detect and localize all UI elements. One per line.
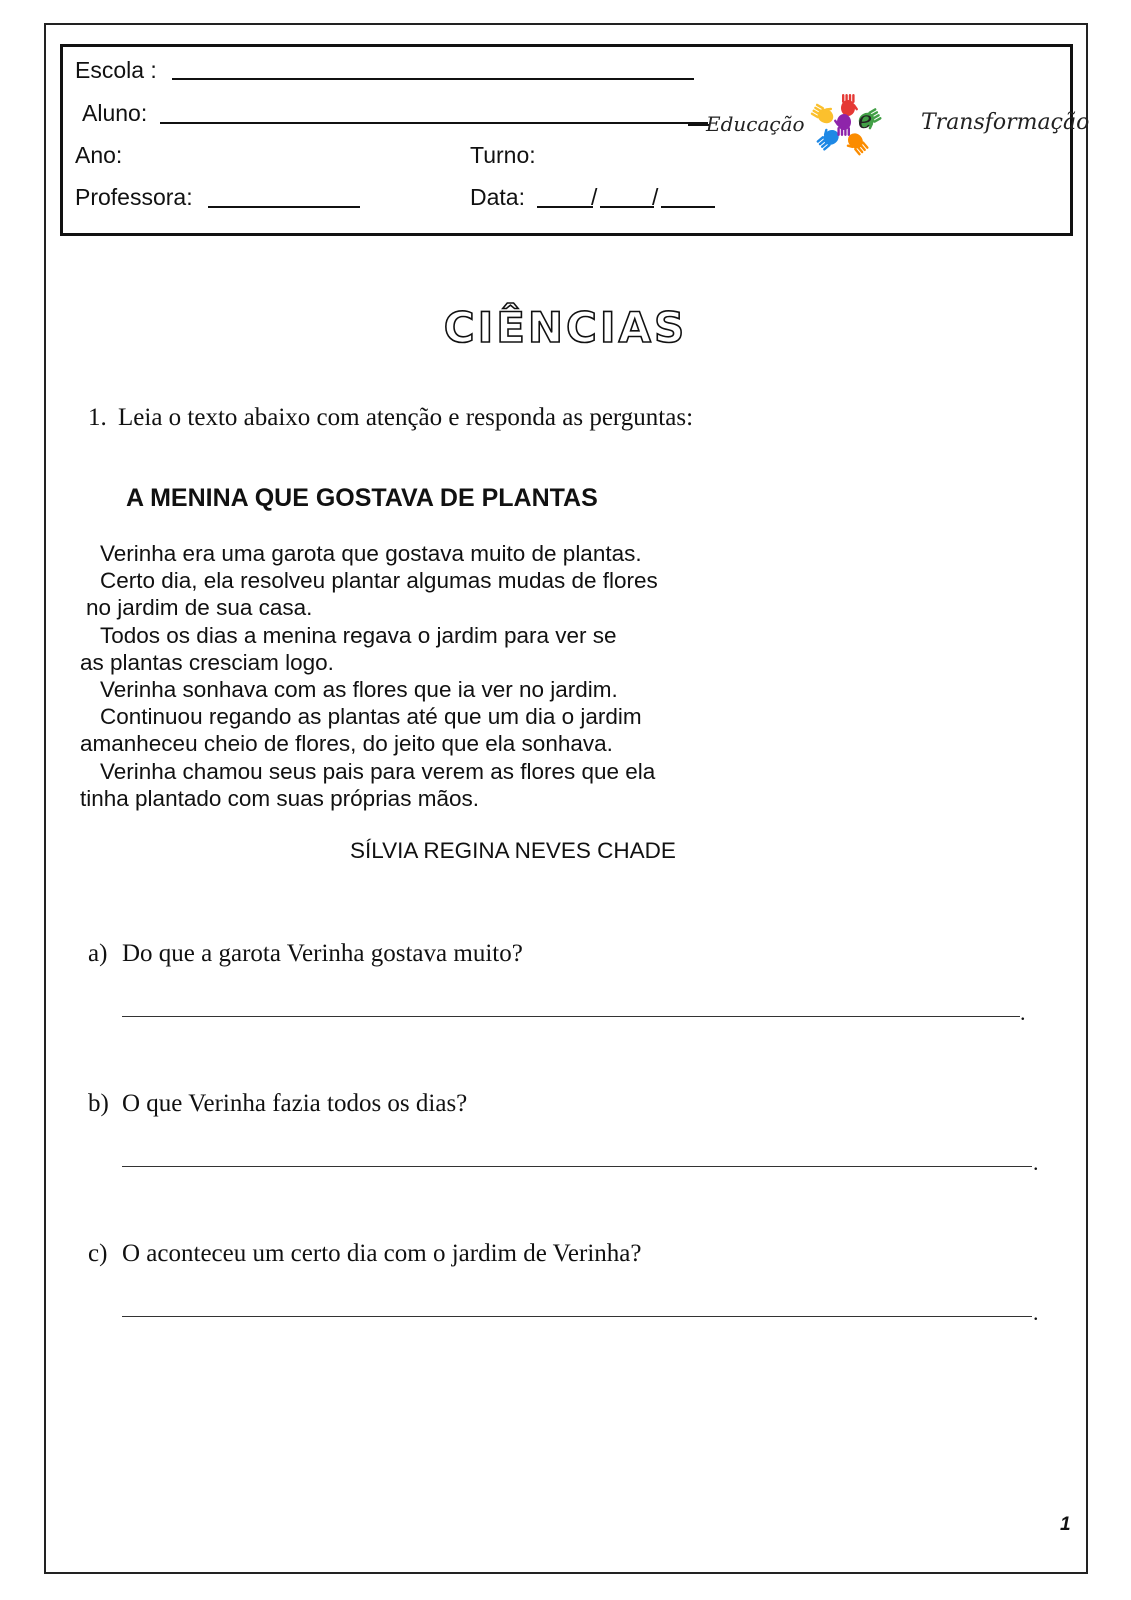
logo-text-left: Educação bbox=[706, 112, 805, 136]
escola-field[interactable] bbox=[172, 78, 694, 80]
story-author: SÍLVIA REGINA NEVES CHADE bbox=[350, 838, 676, 863]
instruction-text: Leia o texto abaixo com atenção e responda as perguntas: bbox=[118, 404, 694, 431]
story-line: Verinha sonhava com as flores que ia ver no jardim. bbox=[100, 677, 618, 703]
answer-line-b[interactable] bbox=[122, 1166, 1032, 1167]
story-line: Continuou regando as plantas até que um dia o jardim bbox=[100, 704, 642, 730]
story-line: Verinha era uma garota que gostava muito de plantas. bbox=[100, 541, 642, 566]
story-line: Todos os dias a menina regava o jardim para ver se bbox=[100, 622, 617, 648]
professora-field[interactable] bbox=[208, 206, 360, 208]
subject-title: CIÊNCIAS bbox=[443, 303, 688, 352]
story-line: Verinha chamou seus pais para verem as flores que ela bbox=[100, 758, 656, 784]
question-b bbox=[88, 1090, 467, 1118]
turno-label: Turno: bbox=[470, 142, 536, 168]
date-month-field[interactable] bbox=[600, 206, 654, 208]
logo-text-middle: e bbox=[858, 106, 873, 134]
date-separator: / bbox=[652, 184, 659, 210]
instruction-number: 1. bbox=[88, 404, 107, 431]
date-day-field[interactable] bbox=[537, 206, 593, 208]
answer-line-a[interactable] bbox=[122, 1016, 1020, 1017]
answer-line-c[interactable] bbox=[122, 1316, 1032, 1317]
story-line: as plantas cresciam logo. bbox=[80, 649, 334, 675]
ano-label: Ano: bbox=[75, 142, 123, 168]
question-c bbox=[88, 1240, 641, 1268]
aluno-field[interactable] bbox=[160, 122, 708, 124]
answer-end-mark: . bbox=[1020, 1000, 1026, 1025]
date-separator: / bbox=[591, 184, 598, 210]
logo-educacao-transformacao bbox=[706, 84, 1090, 170]
question-text: O aconteceu um certo dia com o jardim de Verinha? bbox=[122, 1240, 642, 1267]
page-number: 1 bbox=[1060, 1514, 1071, 1535]
question-text: Do que a garota Verinha gostava muito? bbox=[122, 940, 523, 967]
hand-print-icon bbox=[810, 100, 838, 126]
answer-end-mark: . bbox=[1033, 1300, 1039, 1325]
question-text: O que Verinha fazia todos os dias? bbox=[122, 1090, 468, 1117]
escola-label: Escola : bbox=[75, 57, 157, 83]
question-letter: b) bbox=[88, 1090, 109, 1117]
story-line: no jardim de sua casa. bbox=[86, 595, 313, 621]
aluno-label: Aluno: bbox=[82, 100, 148, 126]
logo-text-right: Transformação bbox=[921, 110, 1090, 135]
answer-end-mark: . bbox=[1033, 1150, 1039, 1175]
story-line: Certo dia, ela resolveu plantar algumas mudas de flores bbox=[100, 568, 658, 594]
story-line: amanheceu cheio de flores, do jeito que ela sonhava. bbox=[80, 731, 613, 757]
colored-hands-icon bbox=[798, 84, 888, 170]
question-a bbox=[88, 940, 523, 968]
story-line: tinha plantado com suas próprias mãos. bbox=[80, 785, 479, 811]
story-text bbox=[80, 540, 720, 812]
instruction bbox=[88, 404, 693, 432]
question-letter: c) bbox=[88, 1240, 108, 1267]
hand-print-icon bbox=[841, 94, 858, 116]
professora-label: Professora: bbox=[75, 184, 193, 210]
data-label: Data: bbox=[470, 184, 525, 210]
story-title: A MENINA QUE GOSTAVA DE PLANTAS bbox=[126, 484, 598, 512]
date-year-field[interactable] bbox=[661, 206, 715, 208]
question-letter: a) bbox=[88, 940, 108, 967]
